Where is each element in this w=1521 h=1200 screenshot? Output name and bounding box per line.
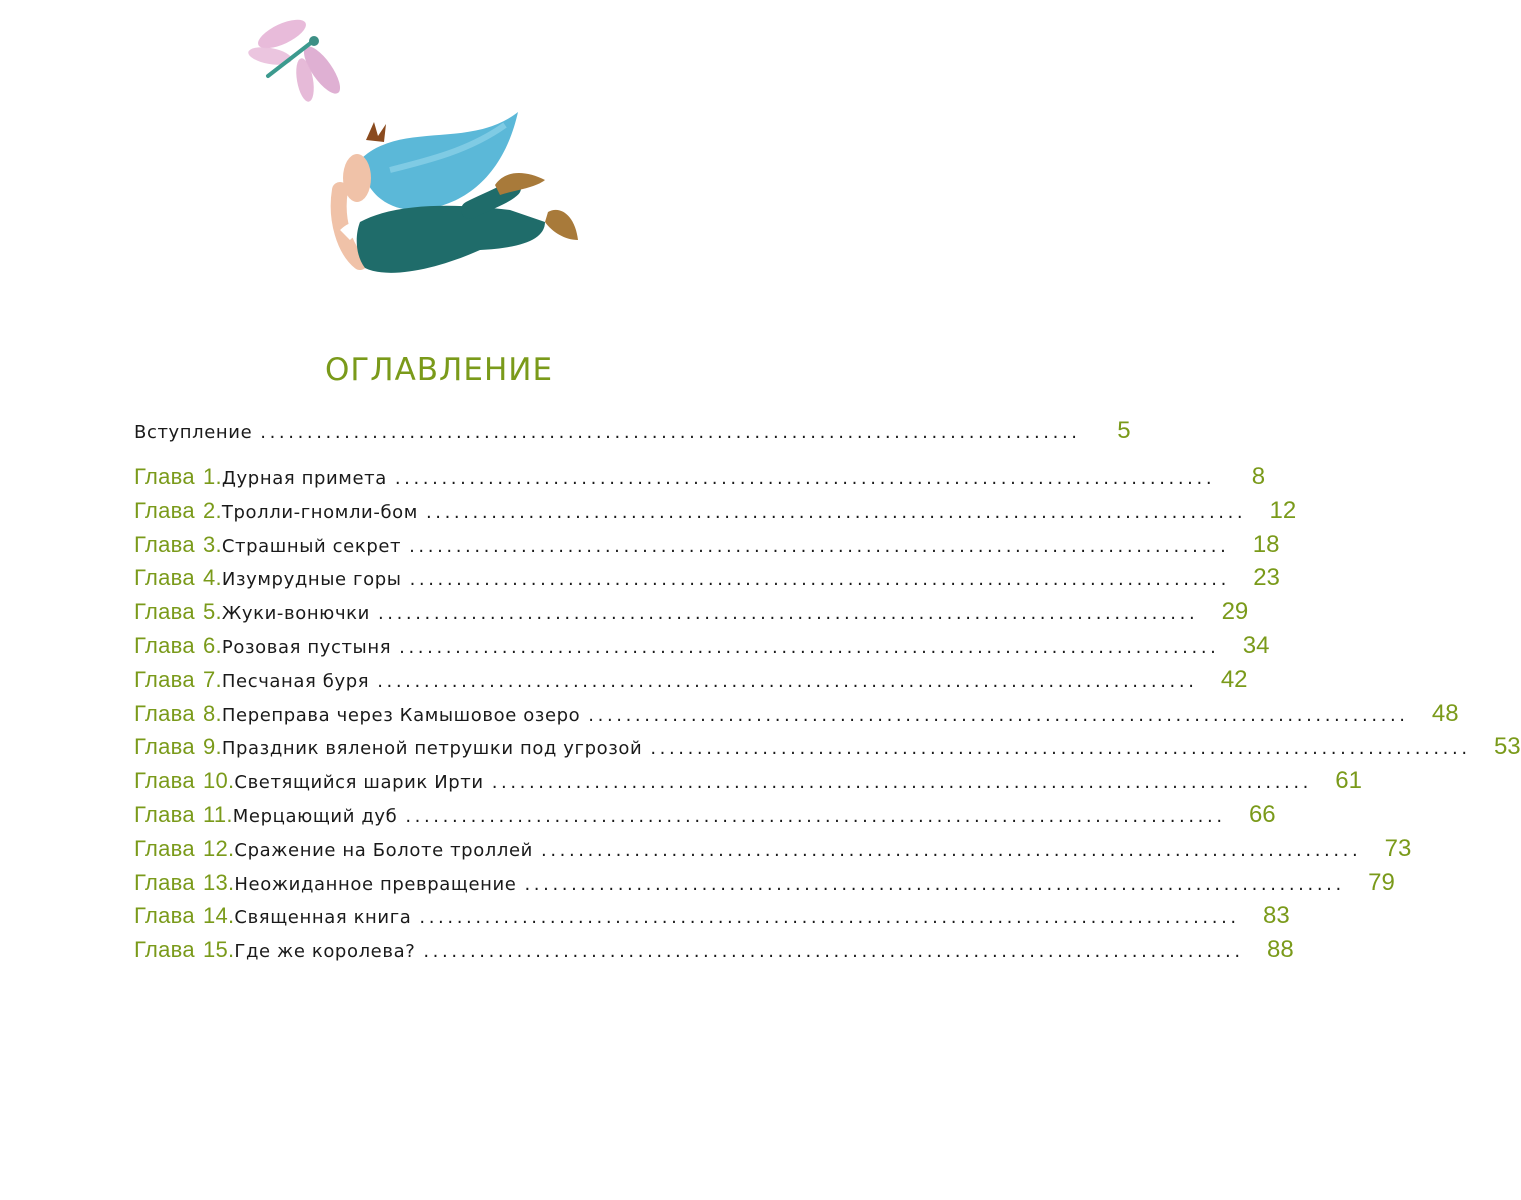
chapter-label [134, 802, 233, 828]
chapter-label [134, 870, 234, 896]
chapter-word: Глава [134, 835, 195, 861]
entry-title: Переправа через Камышовое озеро [221, 704, 581, 726]
entry-title: Сражение на Болоте троллей [234, 839, 533, 861]
page-number: 29 [1221, 598, 1249, 626]
entry-title: Светящийся шарик Ирти [234, 772, 484, 794]
dot-leader: ........................................................................................ [419, 907, 1240, 929]
dot-leader: ........................................................................................ [405, 805, 1226, 827]
dot-leader: ........................................................................................ [394, 468, 1216, 489]
entry-title: Жуки-вонючки [221, 603, 370, 625]
entry-title: Изумрудные горы [221, 569, 402, 591]
page-number: 5 [1117, 417, 1131, 444]
chapter-number: 7. [202, 666, 222, 692]
toc-entry-chapter[interactable] [134, 767, 1362, 801]
page-number: 18 [1252, 530, 1280, 558]
page-number: 8 [1251, 463, 1266, 490]
page-number: 79 [1368, 868, 1395, 896]
toc-heading: ОГЛАВЛЕНИЕ [324, 352, 554, 388]
chapter-word: Глава [134, 632, 195, 658]
chapter-number: 4. [202, 565, 222, 591]
chapter-label [134, 836, 234, 862]
toc-entry-chapter[interactable] [134, 834, 1412, 869]
chapter-number: 15. [202, 937, 235, 963]
chapter-list [134, 463, 1521, 970]
chapter-number: 14. [202, 903, 235, 929]
dot-leader: ........................................................................................ [409, 569, 1230, 591]
chapter-number: 6. [202, 632, 222, 658]
toc-entry-chapter[interactable] [134, 598, 1249, 632]
toc-entry-chapter[interactable] [134, 868, 1395, 903]
chapter-word: Глава [134, 903, 195, 929]
chapter-label [134, 667, 222, 693]
chapter-word: Глава [134, 801, 195, 827]
page-number: 12 [1269, 496, 1297, 524]
toc-entry-chapter[interactable] [134, 936, 1294, 970]
chapter-label [134, 464, 222, 490]
dot-leader: ........................................................................................ [423, 941, 1244, 963]
entry-title: Мерцающий дуб [232, 805, 398, 827]
chapter-label [134, 599, 222, 625]
entry-title: Тролли-гномли-бом [221, 501, 418, 523]
dot-leader: ........................................................................................ [541, 839, 1362, 861]
flying-boy-figure [339, 112, 578, 273]
entry-title: Неожиданное превращение [234, 873, 517, 895]
toc-entry-chapter[interactable] [134, 564, 1280, 598]
toc-entry-chapter[interactable] [134, 800, 1276, 835]
chapter-word: Глава [134, 768, 195, 794]
toc-entry-chapter[interactable] [134, 733, 1521, 767]
chapter-label [134, 565, 222, 591]
chapter-number: 12. [202, 835, 235, 861]
page-number: 73 [1384, 834, 1412, 862]
toc-entry-chapter[interactable] [134, 631, 1270, 666]
chapter-word: Глава [134, 531, 195, 557]
dot-leader: ........................................................................................ [491, 772, 1312, 794]
chapter-number: 3. [202, 531, 222, 557]
toc-entry-chapter[interactable] [134, 699, 1459, 734]
chapter-label [134, 701, 222, 727]
toc-entry-chapter[interactable] [134, 463, 1266, 497]
chapter-word: Глава [134, 700, 195, 726]
entry-title: Розовая пустыня [221, 636, 392, 658]
dot-leader: ........................................................................................ [377, 603, 1199, 625]
dragonfly-icon [247, 14, 346, 103]
chapter-number: 5. [202, 599, 222, 625]
chapter-label [134, 903, 234, 929]
chapter-number: 2. [202, 497, 222, 523]
chapter-label [134, 532, 222, 558]
entry-title: Где же королева? [234, 941, 416, 963]
page-number: 53 [1493, 733, 1521, 761]
chapter-word: Глава [134, 497, 195, 523]
page-number: 23 [1253, 564, 1280, 592]
chapter-word: Глава [134, 666, 195, 692]
dot-leader: ........................................................................................ [425, 501, 1247, 523]
entry-title: Вступление [134, 422, 253, 443]
page-number: 66 [1248, 800, 1276, 828]
chapter-word: Глава [134, 464, 195, 489]
dot-leader: ........................................................................................ [650, 738, 1471, 760]
page-number: 48 [1431, 699, 1459, 727]
chapter-number: 8. [202, 700, 222, 726]
header-illustration [0, 0, 900, 300]
chapter-label [134, 937, 234, 963]
entry-title: Священная книга [234, 907, 412, 929]
page-number: 83 [1263, 902, 1290, 930]
chapter-number: 9. [202, 734, 222, 760]
toc-entry-chapter[interactable] [134, 902, 1290, 936]
toc-entry-chapter[interactable] [134, 530, 1280, 565]
entry-title: Дурная примета [221, 468, 387, 489]
dot-leader: ........................................................................................ [409, 535, 1230, 557]
page-number: 34 [1242, 631, 1270, 659]
chapter-word: Глава [134, 937, 195, 963]
dot-leader: ........................................................................................ [377, 670, 1198, 692]
toc-entry-intro[interactable] [134, 417, 1131, 447]
chapter-word: Глава [134, 869, 195, 895]
chapter-number: 13. [202, 869, 235, 895]
chapter-label [134, 633, 222, 659]
entry-title: Песчаная буря [221, 670, 370, 692]
entry-title: Праздник вяленой петрушки под угрозой [221, 738, 643, 760]
dot-leader: ........................................................................................ [399, 636, 1220, 658]
dot-leader: ........................................................................................ [524, 873, 1345, 895]
page-number: 42 [1220, 665, 1248, 693]
chapter-number: 10. [202, 768, 235, 794]
chapter-word: Глава [134, 599, 195, 625]
chapter-word: Глава [134, 734, 195, 760]
dot-leader: ........................................................................................ [260, 422, 1081, 443]
chapter-label [134, 734, 222, 760]
chapter-label [134, 768, 234, 794]
chapter-word: Глава [134, 565, 195, 591]
chapter-label [134, 498, 222, 524]
entry-title: Страшный секрет [221, 535, 402, 557]
toc-entry-chapter[interactable] [134, 665, 1248, 700]
chapter-number: 11. [202, 801, 233, 827]
chapter-number: 1. [202, 464, 222, 489]
dot-leader: ........................................................................................ [588, 704, 1409, 726]
page-number: 88 [1266, 936, 1294, 964]
toc-entry-chapter[interactable] [134, 496, 1297, 531]
page-number: 61 [1335, 767, 1362, 795]
